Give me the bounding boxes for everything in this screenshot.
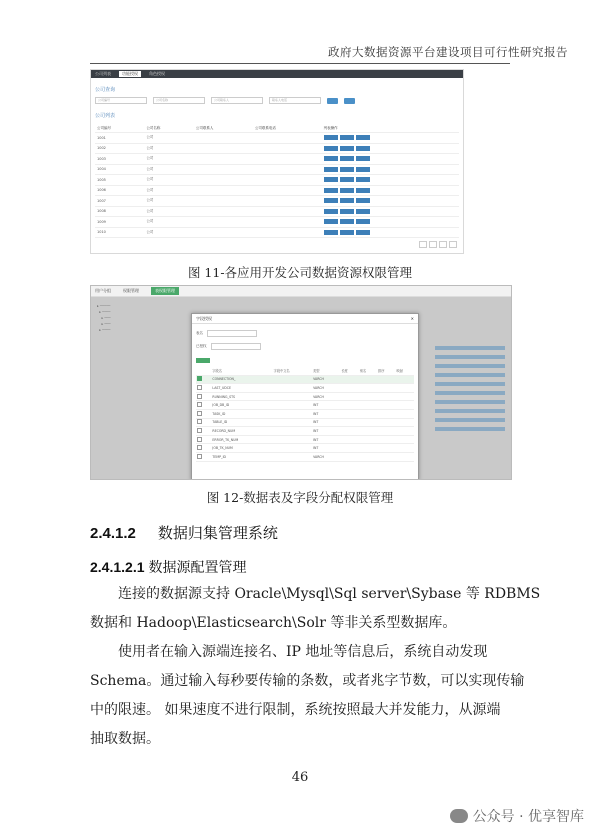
checkbox <box>196 384 211 393</box>
fig12-modal-title <box>192 314 418 324</box>
fig11-table-cell <box>194 175 253 186</box>
fig12-table-cell: ERROR_TK_NUM <box>211 435 272 444</box>
fig12-table-cell: LAST_UDCE <box>211 384 272 393</box>
fig12-table-cell: VARCH <box>312 384 340 393</box>
fig12-table-cell <box>273 401 312 410</box>
fig12-table-cell <box>273 409 312 418</box>
fig12-form-row <box>196 343 418 350</box>
fig11-col-header: 公司联系人 <box>194 125 253 133</box>
paragraph-line: 使用者在输入源端连接名、IP 地址等信息后，系统自动发现 <box>118 644 488 660</box>
fig12-table-cell <box>396 444 414 453</box>
fig12-tab: 用户分组 <box>95 288 111 293</box>
fig12-tab: 权限管理 <box>123 288 139 293</box>
fig11-table-cell <box>194 133 253 144</box>
fig11-table-cell <box>194 143 253 154</box>
paragraph-line: 中的限速。 如果速度不进行限制，系统按照最大并发能力，从源端 <box>90 702 501 718</box>
fig12-table-cell: INT <box>312 427 340 436</box>
fig11-table-cell <box>194 164 253 175</box>
fig11-col-header: 公司联系电话 <box>253 125 322 133</box>
fig12-table-cell <box>377 427 395 436</box>
fig12-table-row <box>196 444 414 453</box>
fig12-table-row <box>196 384 414 393</box>
fig12-col-header <box>196 367 211 375</box>
fig12-table-cell: INT <box>312 418 340 427</box>
fig12-add-button <box>196 358 210 363</box>
fig12-table-cell: VARCH <box>312 375 340 384</box>
watermark <box>450 806 584 826</box>
fig12-table-cell <box>340 444 358 453</box>
fig12-col-header: 别名 <box>359 367 377 375</box>
fig12-top-tabs <box>91 286 511 297</box>
fig12-table-row <box>196 392 414 401</box>
fig11-table-cell: 公司 <box>144 143 193 154</box>
page-number: 46 <box>291 770 309 785</box>
figure-12-caption: 图 12-数据表及字段分配权限管理 <box>206 490 394 505</box>
fig11-row-actions <box>322 227 459 238</box>
fig11-table-row <box>95 133 459 144</box>
section-title: 数据归集管理系统 <box>157 524 278 542</box>
fig11-table-cell: 1007 <box>95 196 144 207</box>
fig11-table-cell <box>194 185 253 196</box>
fig12-table-cell <box>377 444 395 453</box>
fig12-table-cell: TASK_ID <box>211 409 272 418</box>
fig12-col-header: 映射 <box>396 367 414 375</box>
fig12-table-cell <box>359 375 377 384</box>
fig11-table-cell: 公司 <box>144 227 193 238</box>
checkbox <box>196 409 211 418</box>
checkbox <box>196 444 211 453</box>
paragraph-2 <box>90 638 525 754</box>
subsection-number: 2.4.1.2.1 <box>90 559 145 575</box>
fig11-table-cell: 1002 <box>95 143 144 154</box>
fig12-table-row <box>196 418 414 427</box>
fig12-table-cell <box>396 375 414 384</box>
fig12-table-cell: TEMP_ID <box>211 452 272 461</box>
fig11-table-row <box>95 175 459 186</box>
fig12-table-cell <box>359 444 377 453</box>
fig11-table-cell <box>194 227 253 238</box>
fig12-tab: 表权限管理 <box>151 287 179 295</box>
paragraph-line: 数据和 Hadoop\Elasticsearch\Solr 等非关系型数据库。 <box>90 615 457 631</box>
checkbox <box>196 452 211 461</box>
figure-11-screenshot <box>90 69 464 254</box>
fig11-table-row <box>95 154 459 165</box>
paragraph-line: Schema。通过输入每秒要传输的条数，或者兆字节数，可以实现传输 <box>90 673 525 689</box>
fig12-modal-title-text: 字段授权 <box>196 316 212 321</box>
fig12-table-row <box>196 452 414 461</box>
section-heading-4 <box>90 557 247 577</box>
fig12-table-cell: JOB_DB_ID <box>211 401 272 410</box>
fig11-table-row <box>95 206 459 217</box>
fig12-table-cell <box>359 409 377 418</box>
fig12-table-cell: JOB_TK_NUM <box>211 444 272 453</box>
fig11-table-cell: 公司 <box>144 196 193 207</box>
fig12-field-table <box>196 367 414 462</box>
fig12-table-cell: CONNECTION_ <box>211 375 272 384</box>
fig11-pager <box>419 241 457 248</box>
fig11-table-cell: 1001 <box>95 133 144 144</box>
fig11-row-actions <box>322 133 459 144</box>
fig12-table-cell <box>340 401 358 410</box>
fig11-row-actions <box>322 154 459 165</box>
fig12-table-cell <box>273 392 312 401</box>
fig11-nav-tab: 功能授权 <box>119 71 141 77</box>
fig11-table-cell <box>253 206 322 217</box>
fig12-table-cell: INT <box>312 401 340 410</box>
fig11-nav-tab: 公司列表 <box>95 71 111 76</box>
figure-11-caption: 图 11-各应用开发公司数据资源权限管理 <box>187 265 413 280</box>
fig12-table-cell: VARCH <box>312 452 340 461</box>
fig12-table-cell <box>273 435 312 444</box>
fig12-table-cell <box>340 375 358 384</box>
fig11-col-header: 公司名称 <box>144 125 193 133</box>
fig12-table-row <box>196 401 414 410</box>
fig12-table-cell <box>340 452 358 461</box>
fig11-row-actions <box>322 206 459 217</box>
fig11-filter-input: 公司名称 <box>153 97 205 104</box>
checkbox <box>196 392 211 401</box>
fig12-table-cell <box>340 409 358 418</box>
fig12-table-cell <box>340 427 358 436</box>
fig12-table-cell <box>359 392 377 401</box>
fig12-table-cell: RECORD_NUM <box>211 427 272 436</box>
fig11-table-cell: 1009 <box>95 217 144 228</box>
fig12-table-cell <box>396 452 414 461</box>
fig12-table-cell <box>273 375 312 384</box>
fig11-table-row <box>95 164 459 175</box>
fig12-table-cell <box>273 418 312 427</box>
fig11-table-cell: 公司 <box>144 217 193 228</box>
fig11-row-actions <box>322 143 459 154</box>
fig11-row-actions <box>322 175 459 186</box>
fig12-table-cell <box>396 409 414 418</box>
fig12-table-cell <box>359 418 377 427</box>
fig12-table-cell: INT <box>312 409 340 418</box>
fig12-table-row <box>196 375 414 384</box>
checkbox <box>196 435 211 444</box>
fig11-table-cell <box>253 227 322 238</box>
fig12-table-cell <box>396 401 414 410</box>
fig11-table-cell <box>253 196 322 207</box>
fig12-form-label: 表名 <box>196 331 203 335</box>
fig11-table-cell: 1004 <box>95 164 144 175</box>
fig12-table-cell <box>377 375 395 384</box>
fig11-table-row <box>95 217 459 228</box>
fig12-table-cell <box>273 427 312 436</box>
fig12-col-header: 排序 <box>377 367 395 375</box>
fig12-col-header: 长度 <box>340 367 358 375</box>
fig12-table-cell: RUNNING_STS <box>211 392 272 401</box>
fig11-section-title: 公司查询 <box>95 87 116 93</box>
fig12-table-cell <box>396 427 414 436</box>
fig11-filter-bar <box>95 97 463 104</box>
fig12-form-box <box>207 330 257 337</box>
fig12-table-cell <box>340 384 358 393</box>
fig11-table-row <box>95 227 459 238</box>
fig12-table-cell: VARCH <box>312 392 340 401</box>
fig11-table-row <box>95 196 459 207</box>
fig12-table-cell: INT <box>312 444 340 453</box>
header-rule <box>90 63 510 64</box>
fig11-table-cell <box>253 175 322 186</box>
fig12-table-cell <box>377 409 395 418</box>
close-icon: ✕ <box>410 316 414 321</box>
fig11-filter-input: 联系人电话 <box>269 97 321 104</box>
fig12-table-cell <box>377 392 395 401</box>
fig12-table-cell <box>396 418 414 427</box>
figure-11-nav <box>91 70 463 78</box>
fig11-table-cell: 公司 <box>144 164 193 175</box>
fig11-nav-tab: 角色授权 <box>149 71 165 76</box>
fig12-table-cell <box>359 435 377 444</box>
fig11-table-cell <box>253 143 322 154</box>
fig12-form-box <box>211 343 261 350</box>
fig11-filter-input: 公司联系人 <box>211 97 263 104</box>
fig12-table-cell <box>396 435 414 444</box>
fig11-col-header: 公司编号 <box>95 125 144 133</box>
fig11-table-row <box>95 143 459 154</box>
paragraph-line: 抽取数据。 <box>90 731 160 747</box>
figure-12-screenshot <box>90 285 512 480</box>
fig11-row-actions <box>322 196 459 207</box>
fig11-list-title: 公司列表 <box>95 113 116 119</box>
fig11-table-cell <box>253 164 322 175</box>
fig11-row-actions <box>322 164 459 175</box>
fig11-row-actions <box>322 185 459 196</box>
fig11-table-cell <box>253 185 322 196</box>
fig12-table-cell <box>340 418 358 427</box>
section-heading-3 <box>90 522 278 543</box>
fig12-table-row <box>196 435 414 444</box>
fig11-filter-input: 公司编号 <box>95 97 147 104</box>
fig11-table-cell <box>253 133 322 144</box>
fig11-table-cell: 1003 <box>95 154 144 165</box>
watermark-text: 公众号 · 优享智库 <box>472 809 584 825</box>
fig12-table-row <box>196 409 414 418</box>
fig12-table-cell <box>377 401 395 410</box>
paragraph-line: 连接的数据源支持 Oracle\Mysql\Sql server\Sybase 等 RDBMS <box>118 586 541 602</box>
fig11-table-cell: 公司 <box>144 175 193 186</box>
paragraph-1 <box>90 580 541 638</box>
fig12-table-cell <box>396 384 414 393</box>
fig12-table-cell <box>340 392 358 401</box>
fig12-table-cell <box>377 452 395 461</box>
checkbox <box>196 375 211 384</box>
subsection-title: 数据源配置管理 <box>148 560 247 576</box>
checkbox <box>196 401 211 410</box>
fig12-table-cell <box>359 384 377 393</box>
fig11-table-cell <box>194 206 253 217</box>
fig12-table-cell <box>377 384 395 393</box>
fig12-table-row <box>196 427 414 436</box>
checkbox <box>196 427 211 436</box>
fig11-table-cell: 公司 <box>144 206 193 217</box>
fig11-table-cell <box>253 154 322 165</box>
fig11-col-header: 列表操作 <box>322 125 459 133</box>
fig12-table-cell <box>359 427 377 436</box>
fig11-table-cell: 公司 <box>144 185 193 196</box>
fig12-col-header: 字段中文名 <box>273 367 312 375</box>
fig12-col-header: 字段名 <box>211 367 272 375</box>
checkbox <box>196 418 211 427</box>
fig12-table-cell <box>340 435 358 444</box>
fig12-form-row <box>196 330 418 337</box>
fig11-table-cell: 1008 <box>95 206 144 217</box>
fig12-table-cell: TABLE_ID <box>211 418 272 427</box>
fig12-col-header: 类型 <box>312 367 340 375</box>
fig12-table-cell <box>377 435 395 444</box>
fig12-background-buttons <box>435 346 505 436</box>
fig12-table-cell <box>273 452 312 461</box>
fig11-table-cell: 1005 <box>95 175 144 186</box>
fig11-query-button <box>327 98 338 104</box>
fig11-row-actions <box>322 217 459 228</box>
fig11-table-cell: 公司 <box>144 154 193 165</box>
fig11-table-cell <box>253 217 322 228</box>
fig12-table-cell <box>273 384 312 393</box>
fig12-modal <box>191 313 419 480</box>
fig11-company-table <box>95 125 459 238</box>
fig12-table-cell <box>359 452 377 461</box>
fig12-table-cell <box>273 444 312 453</box>
fig11-reset-button <box>344 98 355 104</box>
fig12-table-cell <box>377 418 395 427</box>
fig12-tree: ▸ ───── ▸ ──── ▸ ─── ▸ ─── ▸ ──── <box>97 304 111 332</box>
wechat-icon <box>450 809 468 823</box>
fig12-table-cell: INT <box>312 435 340 444</box>
fig11-table-cell <box>194 154 253 165</box>
fig12-table-cell <box>359 401 377 410</box>
section-number: 2.4.1.2 <box>90 525 136 542</box>
fig12-form-label: 已授权 <box>196 344 207 348</box>
fig11-table-cell: 公司 <box>144 133 193 144</box>
fig11-table-cell: 1010 <box>95 227 144 238</box>
fig11-table-cell <box>194 196 253 207</box>
fig12-table-cell <box>396 392 414 401</box>
fig11-table-row <box>95 185 459 196</box>
running-header: 政府大数据资源平台建设项目可行性研究报告 <box>328 45 568 59</box>
fig11-table-cell: 1006 <box>95 185 144 196</box>
fig11-table-cell <box>194 217 253 228</box>
